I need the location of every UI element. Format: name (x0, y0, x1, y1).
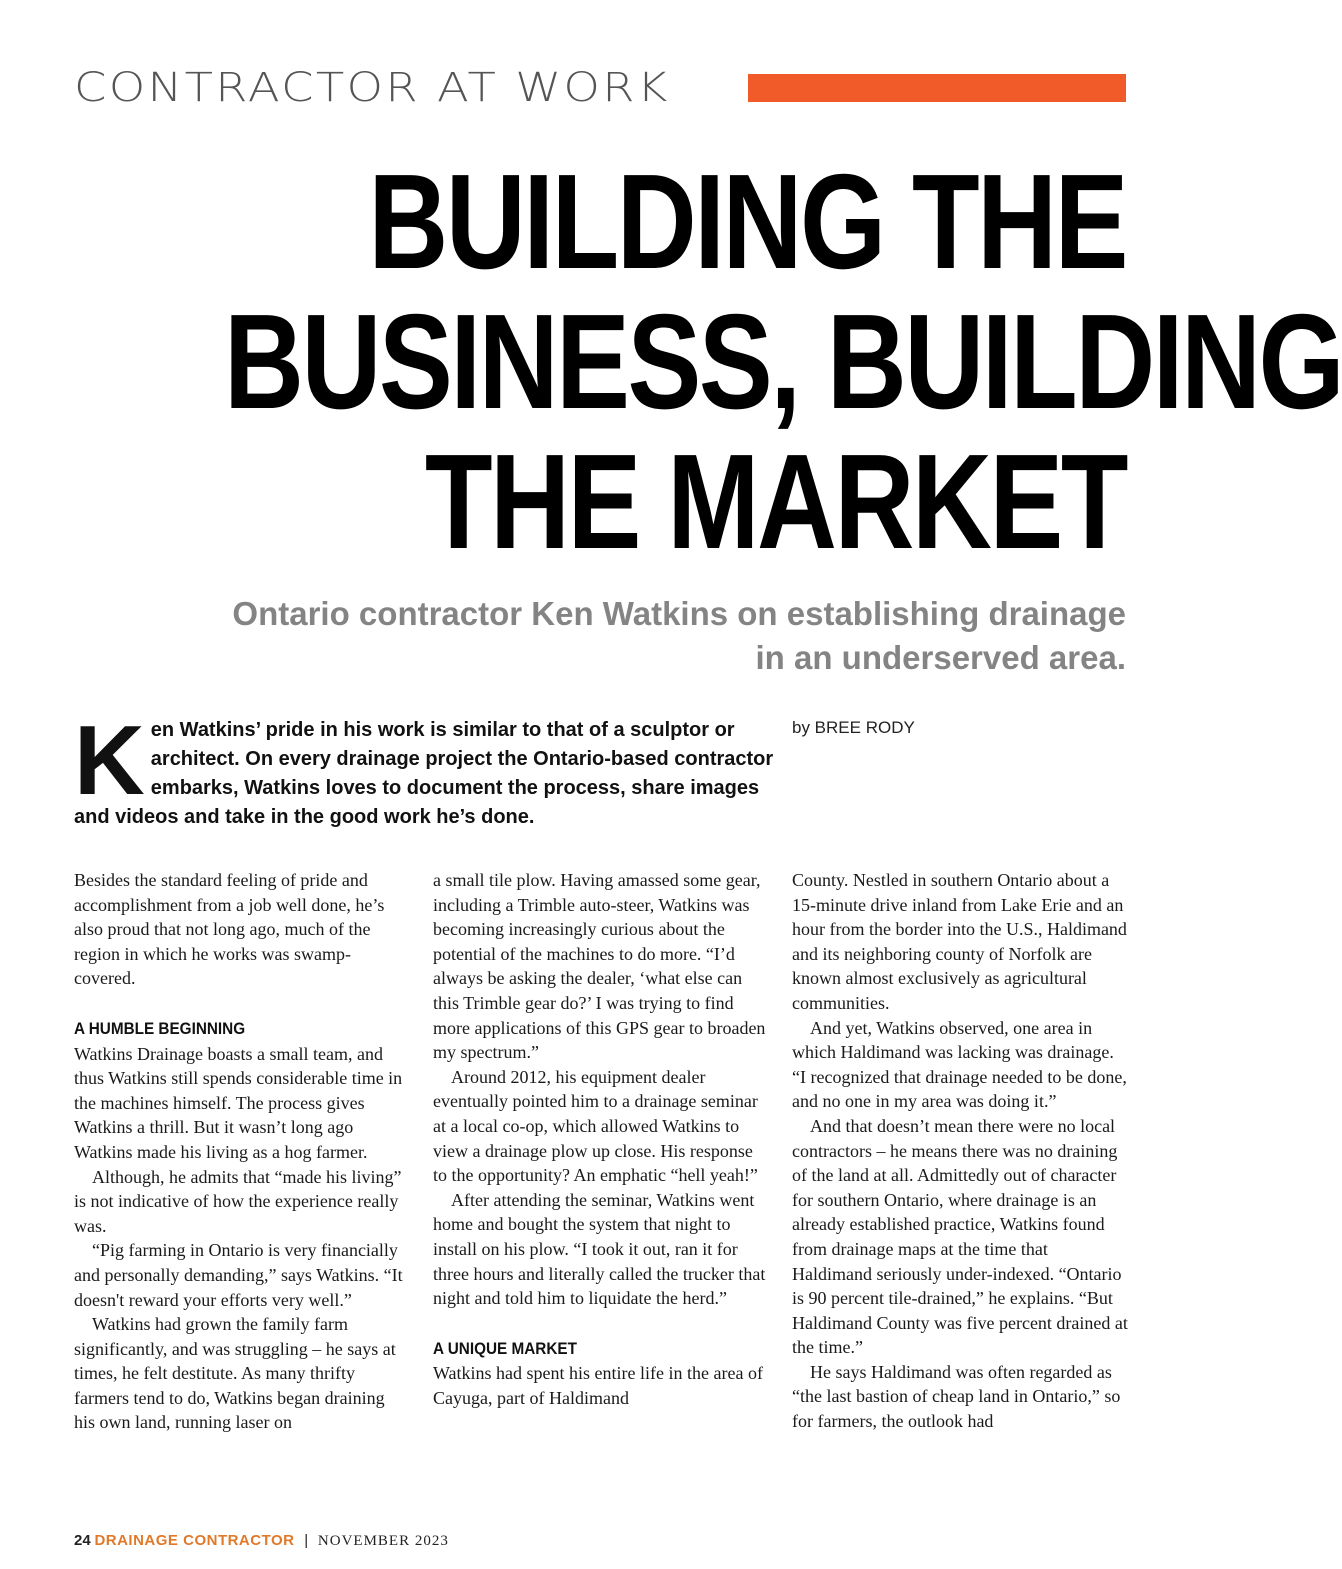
byline: by BREE RODY (792, 718, 915, 737)
deck-line-2: in an underserved area. (755, 639, 1126, 676)
headline (26, 146, 1342, 577)
paragraph: Besides the standard feeling of pride and accomplishment from a job well done, he’s also proud that not long ago, much of the region in which he works was swamp-covered. (74, 870, 385, 989)
paragraph: Watkins Drainage boasts a small team, and thus Watkins still spends considerable time in the machines himself. The process gives Watkins a thrill. But it wasn’t long ago Watkins made his living as a hog farmer. (74, 1043, 403, 1162)
magazine-name: DRAINAGE CONTRACTOR (94, 1532, 295, 1549)
drop-cap: K (74, 705, 145, 815)
column-1 (74, 868, 410, 1435)
column-3 (792, 868, 1128, 1434)
paragraph: After attending the seminar, Watkins went home and bought the system that night to install on his plow. “I took it out, ran it for three hours and literally called the trucker that night and told him to liquidate the herd.” (433, 1189, 766, 1309)
subheading-humble-beginning: A HUMBLE BEGINNING (74, 1018, 246, 1038)
deck-subtitle (66, 592, 1126, 680)
paragraph: a small tile plow. Having amassed some gear, including a Trimble auto-steer, Watkins was becoming increasingly curious about the potential of the machines to do more. “I’d always be asking the dealer, ‘what else can this Trimble gear do?’ I was trying to find more applications of this GPS gear to broaden my spectrum.” (433, 870, 766, 1063)
paragraph: Watkins had grown the family farm significantly, and was struggling – he says at times, he felt destitute. As many thrifty farmers tend to do, Watkins began draining his own land, running laser on (74, 1314, 396, 1433)
paragraph: He says Haldimand was often regarded as “the last bastion of cheap land in Ontario,” so for farmers, the outlook had (792, 1361, 1121, 1432)
paragraph: Although, he admits that “made his living” is not indicative of how the experience really was. (74, 1166, 402, 1236)
section-header (74, 66, 1126, 110)
page-footer (74, 1531, 449, 1551)
paragraph: And yet, Watkins observed, one area in which Haldimand was lacking was drainage. “I recognized that drainage needed to be done, and no one in my area was doing it.” (792, 1017, 1127, 1112)
footer-separator: | (304, 1532, 309, 1549)
section-label: CONTRACTOR AT WORK (74, 65, 670, 111)
page-number: 24 (74, 1532, 91, 1549)
headline-line-2: BUSINESS, BUILDING (224, 286, 1342, 437)
issue-date: NOVEMBER 2023 (317, 1533, 449, 1549)
intro-text: en Watkins’ pride in his work is similar to that of a sculptor or architect. On every drainage project the Ontario-based contractor embarks, Watkins loves to document the process, share images and videos and take in the good work he’s done. (74, 719, 774, 828)
deck-line-1: Ontario contractor Ken Watkins on establishing drainage (232, 595, 1126, 632)
paragraph: Around 2012, his equipment dealer eventually pointed him to a drainage seminar at a local co-op, which allowed Watkins to view a drainage plow up close. His response to the opportunity? An emphatic “hell yeah!” (433, 1066, 758, 1186)
headline-line-1: BUILDING THE (368, 146, 1126, 297)
intro-paragraph (74, 705, 774, 832)
paragraph: And that doesn’t mean there were no local contractors – he means there was no draining of the land at all. Admittedly out of character for southern Ontario, where drainage is an already established practice, Watkins found from drainage maps at the time that Haldimand seriously under-indexed. “Ontario is 90 percent tile-drained,” he explains. “But Haldimand County was five percent drained at the time.” (792, 1115, 1128, 1358)
subheading-unique-market: A UNIQUE MARKET (433, 1338, 577, 1358)
headline-line-3: THE MARKET (424, 426, 1126, 577)
column-2 (433, 868, 769, 1410)
paragraph: Watkins had spent his entire life in the area of Cayuga, part of Haldimand (433, 1363, 763, 1408)
paragraph: County. Nestled in southern Ontario about a 15-minute drive inland from Lake Erie and an hour from the border into the U.S., Haldimand and its neighboring county of Norfolk are known almost exclusively as agricultural communities. (792, 870, 1127, 1013)
paragraph: “Pig farming in Ontario is very financially and personally demanding,” says Watkins. “It doesn't reward your efforts very well.” (74, 1240, 403, 1310)
accent-bar (748, 74, 1126, 102)
